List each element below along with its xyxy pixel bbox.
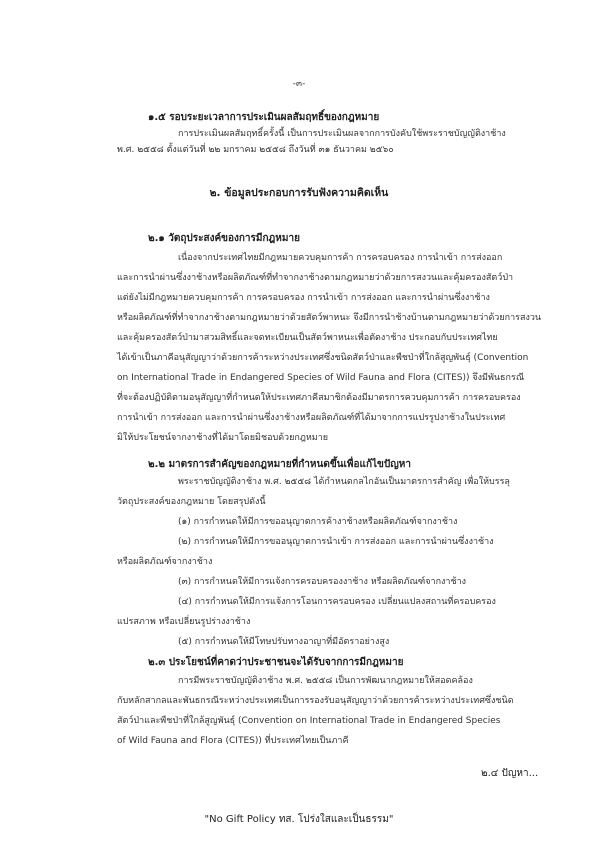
measure-item: (๓) การกำหนดให้มีการแจ้งการครอบครองงาช้าง หรือผลิตภัณฑ์จากงาช้าง	[178, 577, 467, 587]
section-2-1-line: และการนำผ่านซึ่งงาช้างหรือผลิตภัณฑ์ที่ทำจากงาช้างตามกฎหมายว่าด้วยการสงวนและคุ้มครองสัตว์ป่า	[117, 273, 514, 283]
section-2-3-line: การมีพระราชบัญญัติงาช้าง พ.ศ. ๒๕๕๘ เป็นการพัฒนากฎหมายให้สอดคล้อง	[178, 676, 473, 686]
section-2-title: ๒. ข้อมูลประกอบการรับฟังความคิดเห็น	[209, 187, 389, 199]
measure-item: (๑) การกำหนดให้มีการขออนุญาตการค้างาช้างหรือผลิตภัณฑ์จากงาช้าง	[178, 517, 458, 527]
section-2-1-heading: ๒.๑ วัตถุประสงค์ของการมีกฎหมาย	[148, 233, 300, 244]
section-2-1-line: การนำเข้า การส่งออก และการนำผ่านซึ่งงาช้างหรือผลิตภัณฑ์ที่ได้มาจากการแปรรูปงาช้างในประเทศ	[117, 413, 506, 423]
continuation-marker: ๒.๔ ปัญหา...	[481, 768, 539, 779]
section-2-1-line: หรือผลิตภัณฑ์ที่ทำจากงาช้างตามกฎหมายว่าด้วยสัตว์พาหนะ จึงมีการนำช้างบ้านตามกฎหมายว่าด้วยการสงวน	[117, 313, 542, 323]
section-2-1-line: ได้เข้าเป็นภาคีอนุสัญญาว่าด้วยการค้าระหว่างประเทศซึ่งชนิดสัตว์ป่าและพืชป่าที่ใกล้สูญพันธุ์ (Convention	[117, 353, 529, 363]
section-2-1-line: มิให้ประโยชน์จากงาช้างที่ได้มาโดยมิชอบด้วยกฎหมาย	[117, 433, 329, 443]
measure-item-continuation: หรือผลิตภัณฑ์จากงาช้าง	[117, 557, 213, 567]
section-2-1-line: และคุ้มครองสัตว์ป่ามาสวมสิทธิ์และจดทะเบียนเป็นสัตว์พาหนะเพื่อตัดงาช้าง ประกอบกับประเทศไทย	[117, 333, 498, 343]
footer-slogan: "No Gift Policy ทส. โปร่งใสและเป็นธรรม"	[204, 814, 394, 825]
page-number: -๓-	[292, 79, 306, 89]
measure-item: (๕) การกำหนดให้มีโทษปรับทางอาญาที่มีอัตราอย่างสูง	[178, 637, 390, 647]
measure-item-continuation: แปรสภาพ หรือเปลี่ยนรูปร่างงาช้าง	[117, 617, 251, 627]
section-2-1-line: แต่ยังไม่มีกฎหมายควบคุมการค้า การครอบครอง การนำเข้า การส่งออก และการนำผ่านซึ่งงาช้าง	[117, 293, 490, 303]
section-2-1-line: on International Trade in Endangered Species of Wild Fauna and Flora (CITES)) จึงมีพันธกรณี	[117, 373, 525, 383]
section-2-3-heading: ๒.๓ ประโยชน์ที่คาดว่าประชาชนจะได้รับจากการมีกฎหมาย	[148, 657, 404, 668]
measure-item: (๔) การกำหนดให้มีการแจ้งการโอนการครอบครอง เปลี่ยนแปลงสถานที่ครอบครอง	[178, 597, 496, 607]
measure-item: (๒) การกำหนดให้มีการขออนุญาตการนำเข้า การส่งออก และการนำผ่านซึ่งงาช้าง	[178, 537, 494, 547]
section-2-1-line: ที่จะต้องปฏิบัติตามอนุสัญญาที่กำหนดให้ประเทศภาคีสมาชิกต้องมีมาตรการควบคุมการค้า การครอบครอง	[117, 393, 521, 403]
section-2-2-heading: ๒.๒ มาตรการสำคัญของกฎหมายที่กำหนดขึ้นเพื่อแก้ไขปัญหา	[148, 459, 411, 470]
section-1-5-line: การประเมินผลสัมฤทธิ์ครั้งนี้ เป็นการประเมินผลจากการบังคับใช้พระราชบัญญัติงาช้าง	[178, 129, 506, 139]
section-2-1-line: เนื่องจากประเทศไทยมีกฎหมายควบคุมการค้า การครอบครอง การนำเข้า การส่งออก	[178, 253, 503, 263]
section-2-2-line: พระราชบัญญัติงาช้าง พ.ศ. ๒๕๕๘ ได้กำหนดกลไกอันเป็นมาตรการสำคัญ เพื่อให้บรรลุ	[178, 477, 510, 487]
section-2-3-line: of Wild Fauna and Flora (CITES)) ที่ประเทศไทยเป็นภาคี	[117, 736, 349, 746]
section-2-3-line: กับหลักสากลและพันธกรณีระหว่างประเทศเป็นการรองรับอนุสัญญาว่าด้วยการค้าระหว่างประเทศซึ่งชนิด	[117, 696, 514, 706]
section-2-3-line: สัตว์ป่าและพืชป่าที่ใกล้สูญพันธุ์ (Convention on International Trade in Endangered Species	[117, 716, 501, 726]
section-1-5-heading: ๑.๕ รอบระยะเวลาการประเมินผลสัมฤทธิ์ของกฎหมาย	[148, 112, 380, 123]
section-1-5-line: พ.ศ. ๒๕๕๘ ตั้งแต่วันที่ ๒๒ มกราคม ๒๕๕๘ ถึงวันที่ ๓๑ ธันวาคม ๒๕๖๐	[117, 145, 394, 155]
section-2-2-line: วัตถุประสงค์ของกฎหมาย โดยสรุปดังนี้	[117, 497, 266, 507]
